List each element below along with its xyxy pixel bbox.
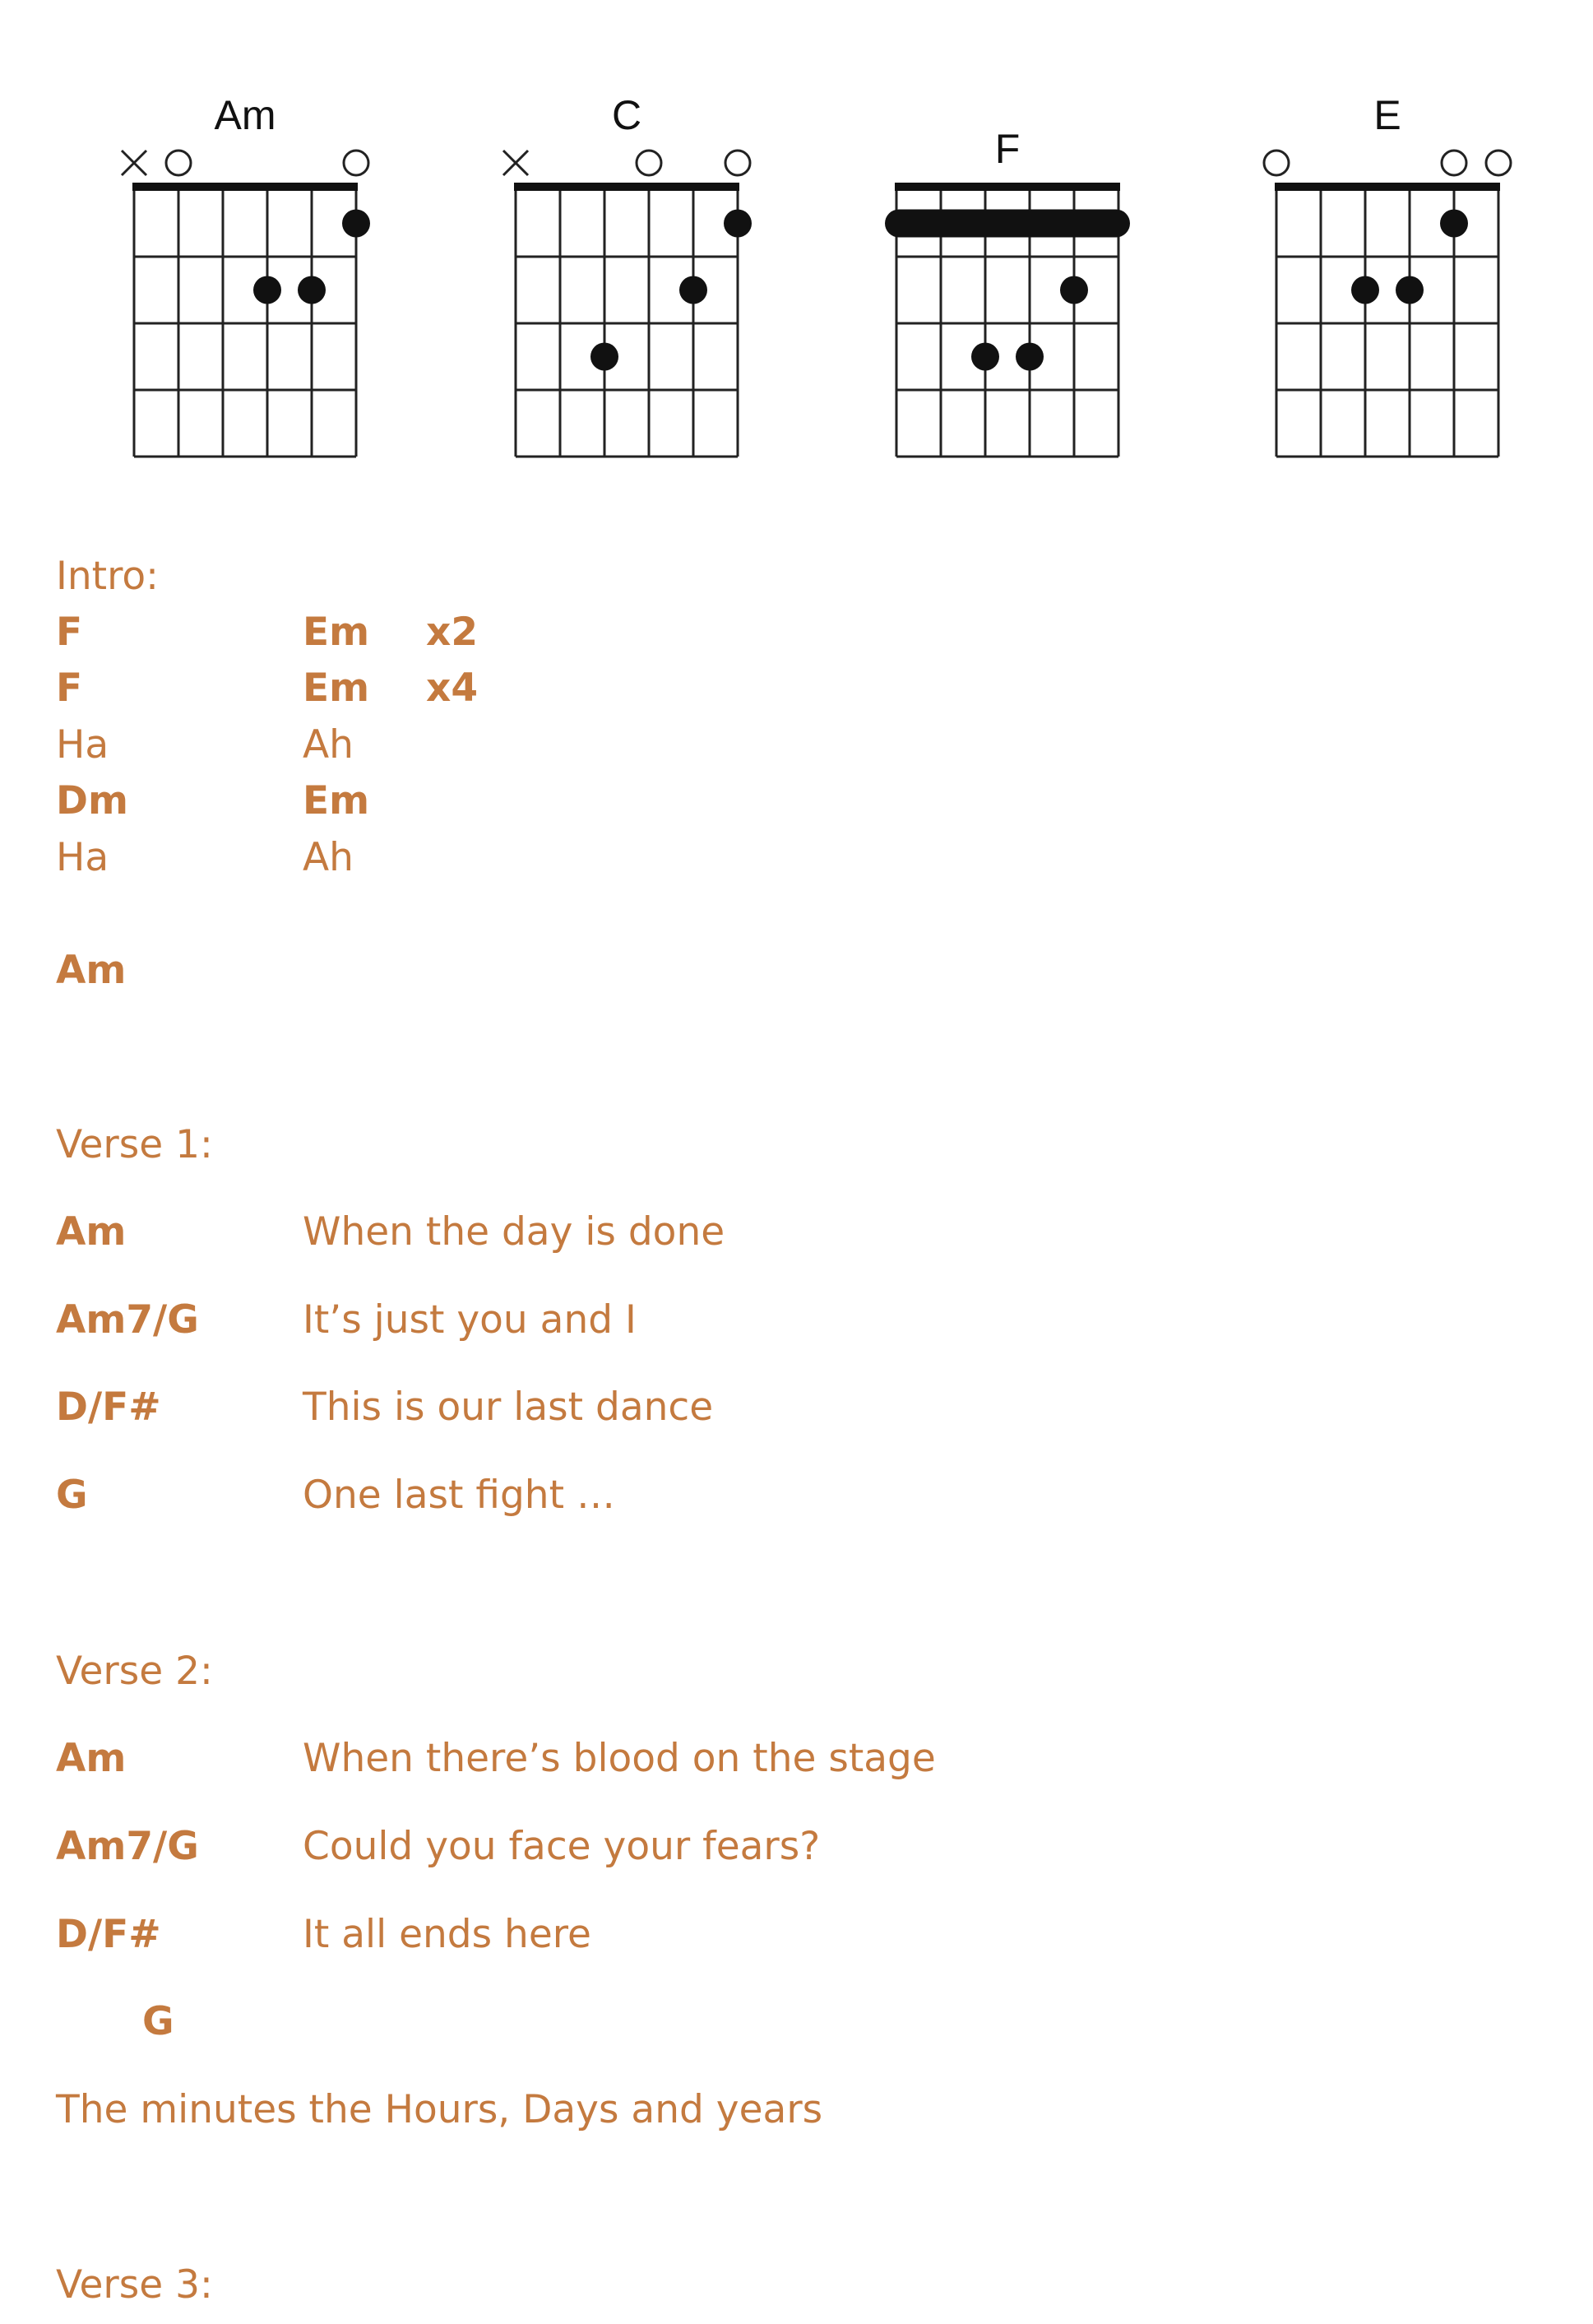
verse-lyric: It all ends here: [303, 1912, 591, 1957]
intro-repeat: x4: [426, 666, 479, 711]
muted-string-marker: [503, 151, 528, 175]
verse-chord: Am: [56, 1209, 127, 1255]
verse-lyric: When the day is done: [303, 1209, 725, 1255]
open-string-marker: [637, 151, 661, 175]
intro-end-chord: Am: [56, 948, 127, 993]
chord-name: Am: [214, 92, 276, 138]
finger-dot: [342, 210, 370, 238]
intro-vocal: Ha: [56, 835, 109, 880]
intro-chord: Em: [303, 666, 370, 711]
chord-diagrams: [0, 0, 1593, 494]
finger-dot: [1396, 276, 1424, 304]
verse-chord: Am7/G: [56, 1824, 199, 1869]
open-string-marker: [725, 151, 750, 175]
verse1-label: Verse 1:: [56, 1122, 213, 1167]
open-string-marker: [1442, 151, 1466, 175]
open-string-marker: [1486, 151, 1511, 175]
finger-dot: [1016, 343, 1044, 371]
open-string-marker: [1264, 151, 1289, 175]
verse2-label: Verse 2:: [56, 1649, 213, 1694]
intro-chord: Em: [303, 610, 370, 655]
nut: [1275, 183, 1500, 191]
finger-dot: [1440, 210, 1468, 238]
verse-lyric: This is our last dance: [303, 1385, 714, 1430]
finger-dot: [1060, 276, 1088, 304]
verse-lyric: One last fight …: [303, 1473, 615, 1518]
finger-dot: [590, 343, 618, 371]
intro-chord: F: [56, 666, 83, 711]
intro-chord: Dm: [56, 778, 128, 823]
finger-dot: [253, 276, 281, 304]
nut: [514, 183, 739, 191]
intro-label: Intro:: [56, 554, 159, 599]
verse3-label: Verse 3:: [56, 2262, 213, 2308]
open-string-marker: [166, 151, 191, 175]
finger-dot: [724, 210, 752, 238]
nut: [132, 183, 358, 191]
verse2-last-chord: G: [142, 1999, 174, 2044]
muted-string-marker: [122, 151, 146, 175]
intro-chord: Em: [303, 778, 370, 823]
verse-chord: D/F#: [56, 1385, 161, 1430]
intro-repeat: x2: [426, 610, 479, 655]
nut: [895, 183, 1120, 191]
verse-chord: Am7/G: [56, 1297, 199, 1343]
verse-lyric: Could you face your fears?: [303, 1824, 821, 1869]
intro-chord: F: [56, 610, 83, 655]
intro-vocal: Ah: [303, 835, 354, 880]
chord-name: F: [994, 126, 1021, 172]
chord-name: C: [611, 92, 642, 138]
verse-lyric: It’s just you and I: [303, 1297, 637, 1343]
verse-chord: D/F#: [56, 1912, 161, 1957]
verse-chord: Am: [56, 1736, 127, 1781]
finger-dot: [1351, 276, 1379, 304]
finger-dot: [971, 343, 999, 371]
finger-dot: [298, 276, 326, 304]
verse-chord: G: [56, 1473, 88, 1518]
finger-dot: [679, 276, 707, 304]
chord-name: E: [1373, 92, 1401, 138]
barre: [885, 210, 1130, 238]
intro-vocal: Ah: [303, 722, 354, 768]
verse-lyric: When there’s blood on the stage: [303, 1736, 936, 1781]
intro-vocal: Ha: [56, 722, 109, 768]
verse2-last-lyric: The minutes the Hours, Days and years: [56, 2087, 823, 2132]
open-string-marker: [344, 151, 368, 175]
